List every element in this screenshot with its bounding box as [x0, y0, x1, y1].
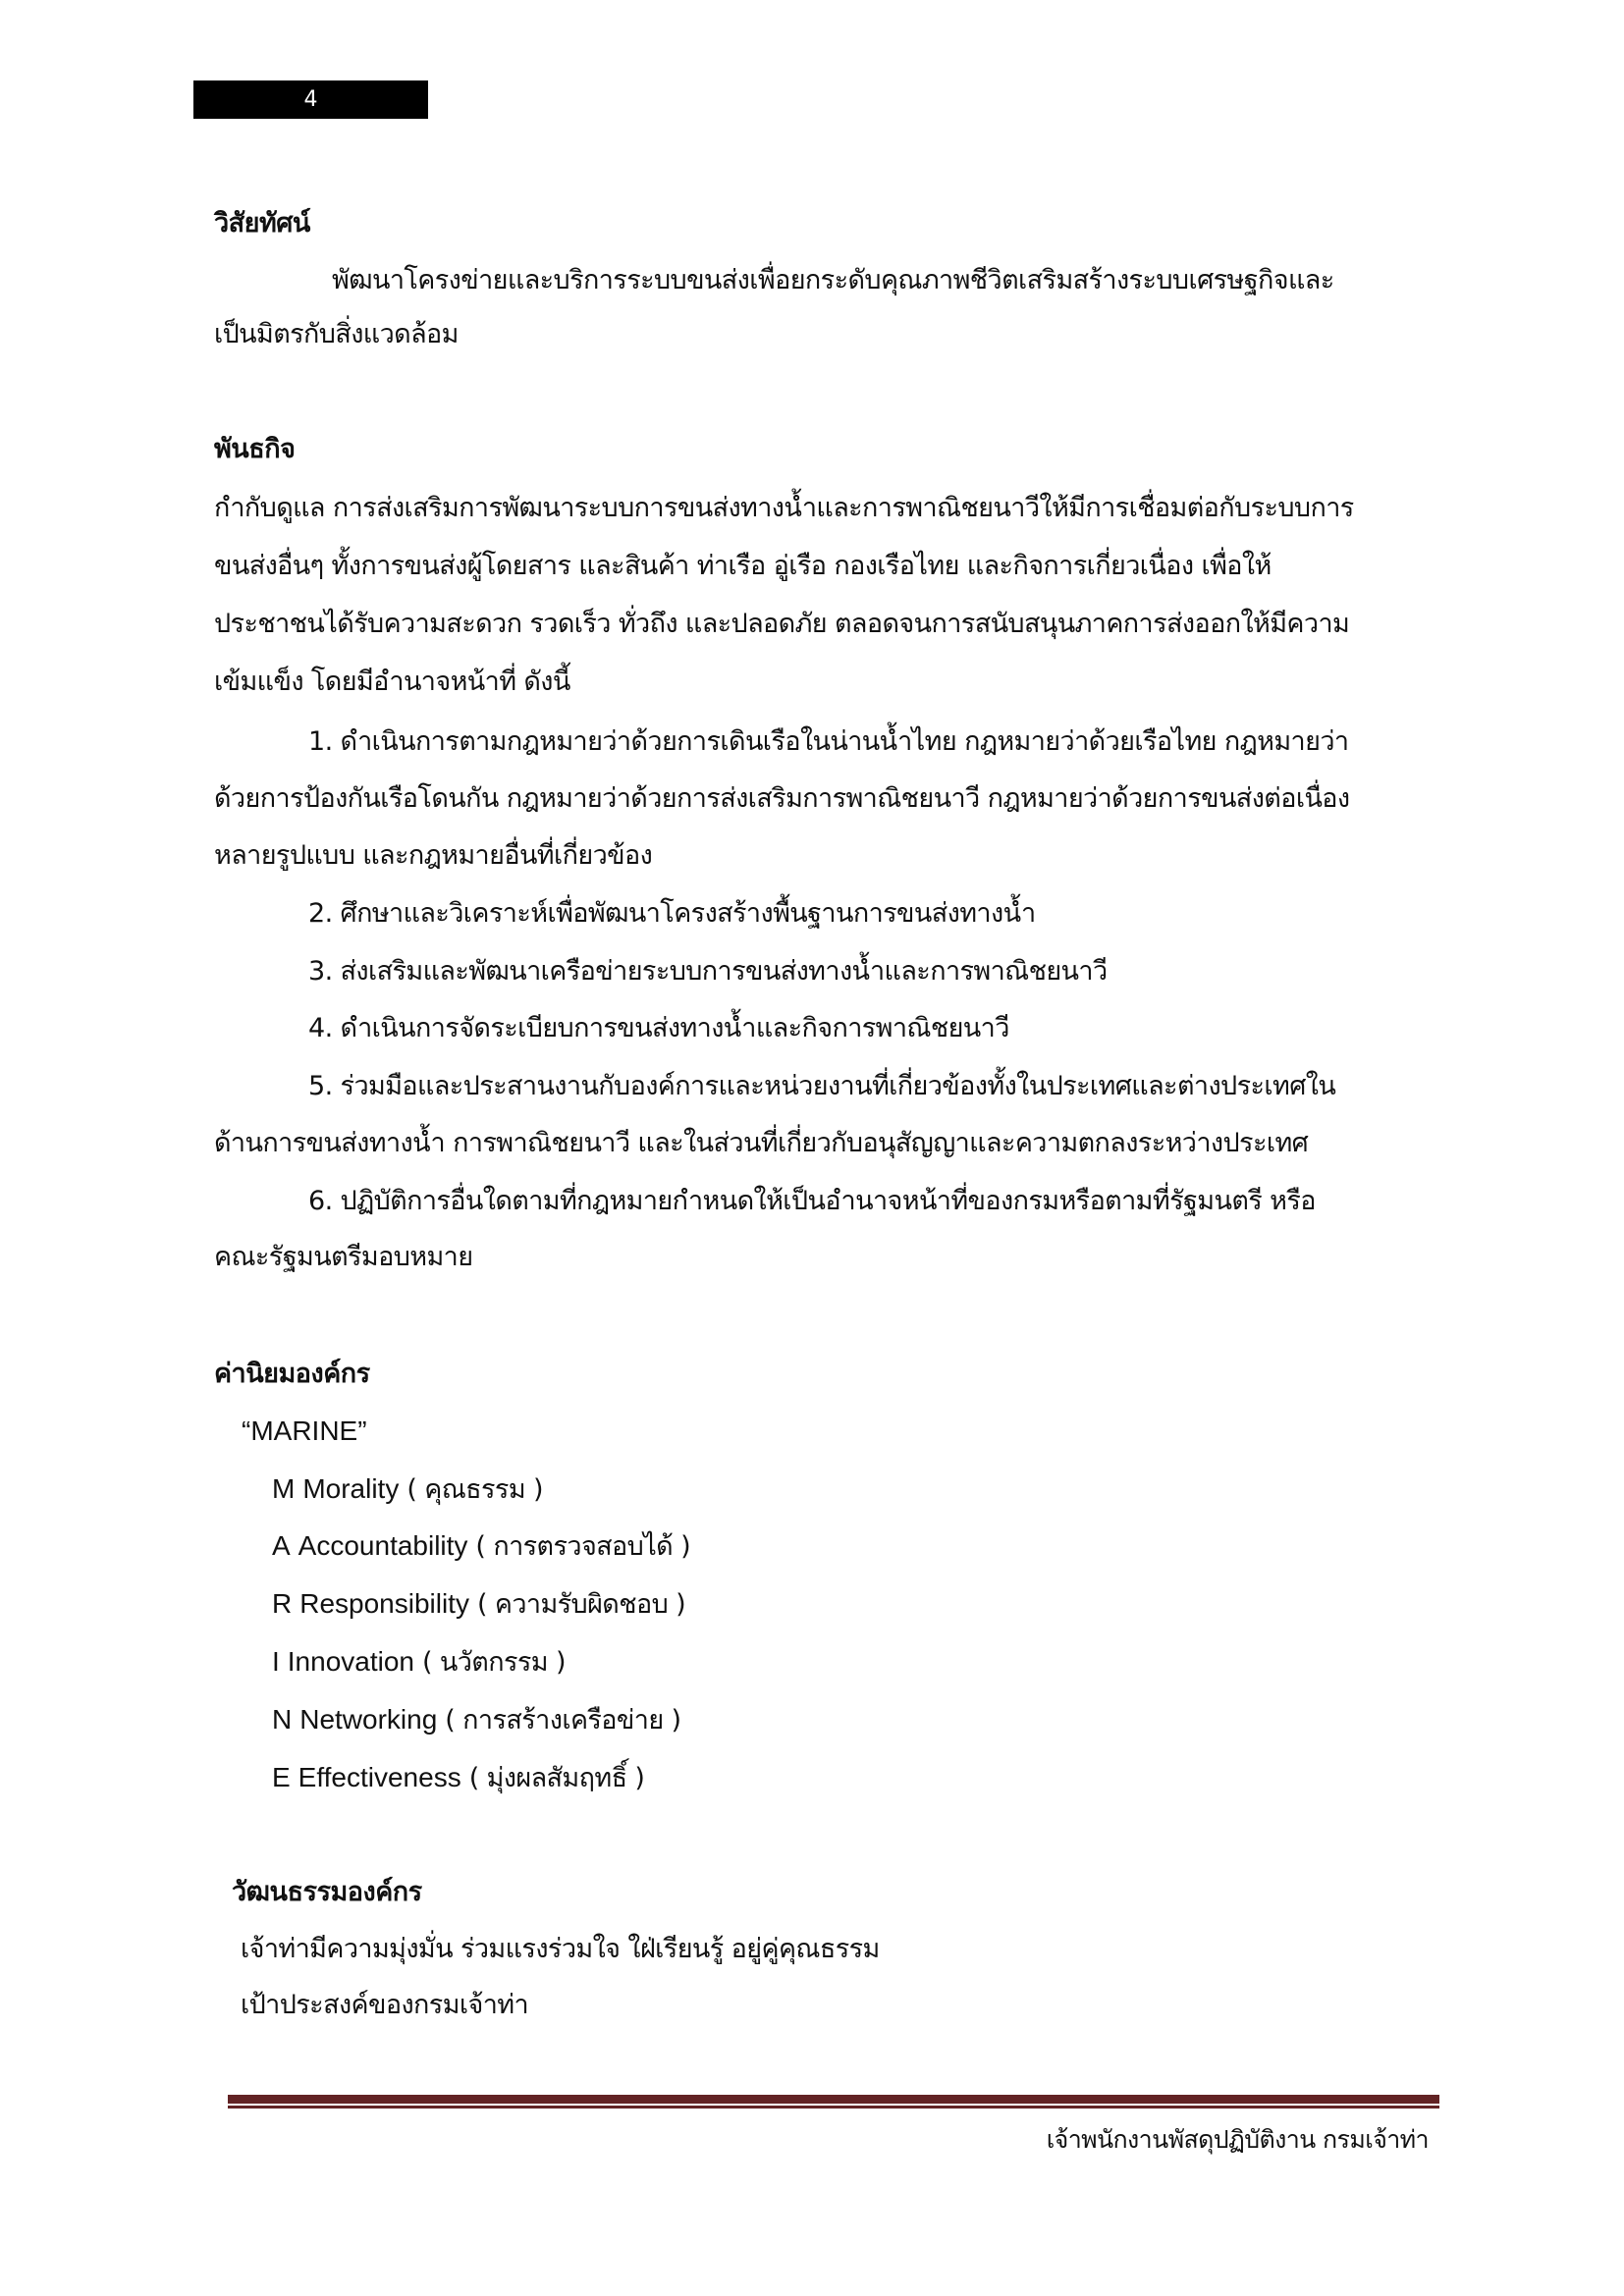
value-word: Morality	[302, 1473, 400, 1504]
value-item-n	[272, 1700, 680, 1740]
value-item-r	[272, 1584, 685, 1625]
value-word: Networking	[299, 1704, 438, 1735]
values-heading: ค่านิยมองค์กร	[214, 1359, 370, 1389]
value-thai: ( ความรับผิดชอบ )	[476, 1589, 686, 1620]
value-letter: M	[272, 1473, 296, 1504]
value-word: Responsibility	[299, 1588, 469, 1619]
culture-text-line: เจ้าท่ามีความมุ่งมั่น ร่วมแรงร่วมใจ ใฝ่เรียนรู้ อยู่คู่คุณธรรม	[241, 1934, 880, 1964]
vision-text-line: พัฒนาโครงข่ายและบริการระบบขนส่งเพื่อยกระดับคุณภาพชีวิตเสริมสร้างระบบเศรษฐกิจและ	[332, 265, 1334, 295]
mission-item-line: 3. ส่งเสริมและพัฒนาเครือข่ายระบบการขนส่งทางน้ำและการพาณิชยนาวี	[308, 956, 1108, 987]
vision-text-line: เป็นมิตรกับสิ่งแวดล้อม	[214, 319, 459, 349]
mission-intro-line: เข้มแข็ง โดยมีอำนาจหน้าที่ ดังนี้	[214, 667, 570, 697]
mission-item-line: 4. ดำเนินการจัดระเบียบการขนส่งทางน้ำและกิจการพาณิชยนาวี	[308, 1013, 1009, 1043]
culture-text-line: เป้าประสงค์ของกรมเจ้าท่า	[241, 1990, 529, 2020]
value-thai: ( การสร้างเครือข่าย )	[445, 1705, 681, 1735]
value-item-m	[272, 1469, 543, 1510]
value-thai: ( คุณธรรม )	[406, 1474, 543, 1505]
page-number: 4	[303, 87, 318, 112]
value-word: Accountability	[298, 1530, 468, 1561]
mission-item-line: 1. ดำเนินการตามกฎหมายว่าด้วยการเดินเรือในน่านน้ำไทย กฎหมายว่าด้วยเรือไทย กฎหมายว่า	[308, 726, 1349, 757]
value-item-e	[272, 1758, 644, 1798]
mission-item-line: หลายรูปแบบ และกฎหมายอื่นที่เกี่ยวข้อง	[214, 840, 653, 871]
value-thai: ( นวัตกรรม )	[421, 1647, 566, 1678]
value-word: Innovation	[287, 1646, 414, 1677]
footer-rule-thin	[228, 2106, 1439, 2109]
mission-item-line: 2. ศึกษาและวิเคราะห์เพื่อพัฒนาโครงสร้างพื้นฐานการขนส่งทางน้ำ	[308, 898, 1036, 929]
value-letter: E	[272, 1762, 291, 1792]
mission-item-line: คณะรัฐมนตรีมอบหมาย	[214, 1242, 473, 1272]
values-acronym: “MARINE”	[242, 1415, 367, 1446]
value-letter: N	[272, 1704, 293, 1735]
value-thai: ( มุ่งผลสัมฤทธิ์ )	[468, 1763, 645, 1793]
mission-item-line: 5. ร่วมมือและประสานงานกับองค์การและหน่วยงานที่เกี่ยวข้องทั้งในประเทศและต่างประเทศใน	[308, 1071, 1336, 1101]
footer-text: เจ้าพนักงานพัสดุปฏิบัติงาน กรมเจ้าท่า	[1046, 2125, 1429, 2154]
value-item-i	[272, 1642, 566, 1682]
mission-intro-line: ขนส่งอื่นๆ ทั้งการขนส่งผู้โดยสาร และสินค้า ท่าเรือ อู่เรือ กองเรือไทย และกิจการเกี่ยวเนื่อง เพื่อให้	[214, 551, 1272, 581]
mission-intro-line: ประชาชนได้รับความสะดวก รวดเร็ว ทั่วถึง และปลอดภัย ตลอดจนการสนับสนุนภาคการส่งออกให้มีความ	[214, 609, 1350, 639]
mission-heading: พันธกิจ	[214, 434, 296, 464]
footer-rule-thick	[228, 2095, 1439, 2104]
value-letter: I	[272, 1646, 280, 1677]
mission-item-line: ด้านการขนส่งทางน้ำ การพาณิชยนาวี และในส่วนที่เกี่ยวกับอนุสัญญาและความตกลงระหว่างประเทศ	[214, 1128, 1309, 1158]
value-letter: A	[272, 1530, 291, 1561]
mission-intro-line: กำกับดูแล การส่งเสริมการพัฒนาระบบการขนส่งทางน้ำและการพาณิชยนาวีให้มีการเชื่อมต่อกับระบบการ	[214, 493, 1354, 523]
vision-heading: วิสัยทัศน์	[214, 208, 310, 239]
mission-item-line: 6. ปฏิบัติการอื่นใดตามที่กฎหมายกำหนดให้เป็นอำนาจหน้าที่ของกรมหรือตามที่รัฐมนตรี หรือ	[308, 1186, 1316, 1216]
culture-heading: วัฒนธรรมองค์กร	[232, 1877, 422, 1907]
page-number-bar	[193, 80, 428, 119]
value-word: Effectiveness	[298, 1762, 461, 1792]
value-item-a	[272, 1526, 690, 1567]
mission-item-line: ด้วยการป้องกันเรือโดนกัน กฎหมายว่าด้วยการส่งเสริมการพาณิชยนาวี กฎหมายว่าด้วยการขนส่งต่อเนื่อง	[214, 783, 1350, 814]
value-thai: ( การตรวจสอบได้ )	[475, 1531, 691, 1562]
value-letter: R	[272, 1588, 293, 1619]
